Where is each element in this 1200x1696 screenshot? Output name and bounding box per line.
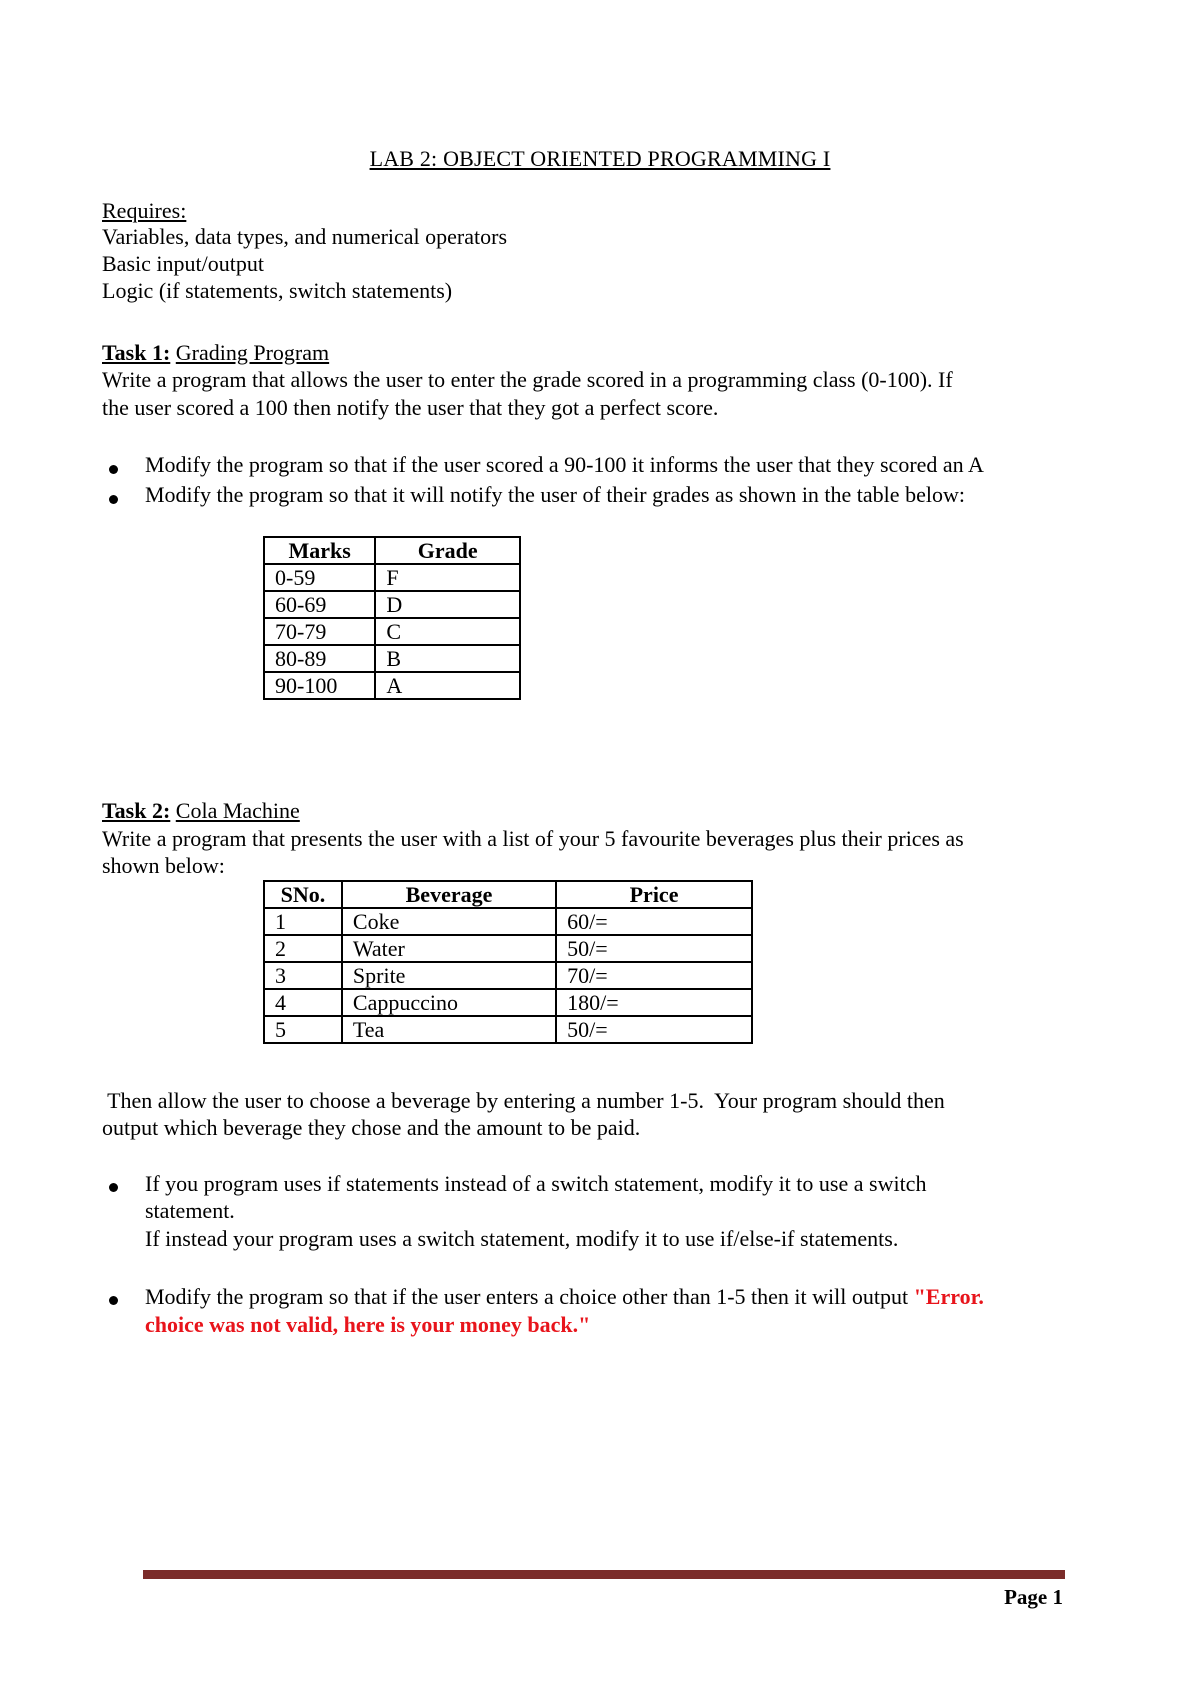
table-cell: 0-59 xyxy=(264,564,375,591)
table-cell: 1 xyxy=(264,908,342,935)
bullet-icon xyxy=(109,495,118,504)
table-cell: 70-79 xyxy=(264,618,375,645)
table-cell: C xyxy=(375,618,520,645)
task2-label: Task 2: xyxy=(102,798,171,823)
beverage-table xyxy=(263,880,753,1044)
table-header-cell: Marks xyxy=(264,537,375,564)
table-row xyxy=(264,908,752,935)
task1-bullet: Modify the program so that if the user scored a 90-100 it informs the user that they scored an A xyxy=(145,452,984,477)
error-message: choice was not valid, here is your money back." xyxy=(145,1312,591,1337)
table-cell: Tea xyxy=(342,1016,556,1043)
task1-name: Grading Program xyxy=(175,340,330,365)
task1-desc: the user scored a 100 then notify the user that they got a perfect score. xyxy=(102,395,719,420)
table-header-cell: SNo. xyxy=(264,881,342,908)
task1-label: Task 1: xyxy=(102,340,171,365)
table-row xyxy=(264,989,752,1016)
task1-bullet: Modify the program so that it will notify the user of their grades as shown in the table below: xyxy=(145,482,965,507)
table-cell: 5 xyxy=(264,1016,342,1043)
table-row xyxy=(264,591,520,618)
page-title: LAB 2: OBJECT ORIENTED PROGRAMMING I xyxy=(369,146,831,171)
table-row xyxy=(264,564,520,591)
requires-item: Variables, data types, and numerical operators xyxy=(102,224,508,249)
task2-after-text: Then allow the user to choose a beverage by entering a number 1-5. Your program should then xyxy=(102,1088,945,1113)
footer-bar xyxy=(143,1570,1065,1579)
table-header-row xyxy=(264,881,752,908)
table-cell: 70/= xyxy=(556,962,752,989)
table-row xyxy=(264,935,752,962)
table-cell: A xyxy=(375,672,520,699)
task2-bullet: If you program uses if statements instead of a switch statement, modify it to use a switch xyxy=(145,1171,927,1196)
table-header-cell: Grade xyxy=(375,537,520,564)
task2-desc: shown below: xyxy=(102,853,225,878)
task1-desc: Write a program that allows the user to enter the grade scored in a programming class (0-100). If xyxy=(102,367,953,392)
error-message: "Error. xyxy=(913,1284,984,1309)
table-cell: 50/= xyxy=(556,1016,752,1043)
task2-desc: Write a program that presents the user with a list of your 5 favourite beverages plus their prices as xyxy=(102,826,964,851)
table-cell: 90-100 xyxy=(264,672,375,699)
table-cell: 60-69 xyxy=(264,591,375,618)
task2-after-text: output which beverage they chose and the amount to be paid. xyxy=(102,1115,641,1140)
task2-name: Cola Machine xyxy=(175,798,300,823)
table-cell: Cappuccino xyxy=(342,989,556,1016)
table-cell: 2 xyxy=(264,935,342,962)
page-number: Page 1 xyxy=(1004,1585,1063,1609)
grade-table xyxy=(263,536,521,700)
bullet-icon xyxy=(109,1183,118,1192)
table-header-row xyxy=(264,537,520,564)
bullet-text: Modify the program so that if the user enters a choice other than 1-5 then it will output xyxy=(145,1284,914,1309)
table-header-cell: Price xyxy=(556,881,752,908)
table-cell: 50/= xyxy=(556,935,752,962)
table-row xyxy=(264,672,520,699)
table-cell: D xyxy=(375,591,520,618)
table-cell: Sprite xyxy=(342,962,556,989)
table-cell: Coke xyxy=(342,908,556,935)
task2-bullet: statement. xyxy=(145,1198,235,1223)
table-row xyxy=(264,962,752,989)
task2-bullet: If instead your program uses a switch statement, modify it to use if/else-if statements. xyxy=(145,1226,899,1251)
table-cell: 180/= xyxy=(556,989,752,1016)
table-header-cell: Beverage xyxy=(342,881,556,908)
task2-heading xyxy=(102,797,300,825)
requires-heading: Requires: xyxy=(102,198,187,223)
task2-bullet-error xyxy=(145,1283,984,1311)
table-row xyxy=(264,618,520,645)
table-row xyxy=(264,1016,752,1043)
table-cell: 3 xyxy=(264,962,342,989)
table-cell: Water xyxy=(342,935,556,962)
table-cell: B xyxy=(375,645,520,672)
table-cell: 60/= xyxy=(556,908,752,935)
table-cell: 80-89 xyxy=(264,645,375,672)
table-cell: 4 xyxy=(264,989,342,1016)
bullet-icon xyxy=(109,1296,118,1305)
requires-item: Logic (if statements, switch statements) xyxy=(102,278,453,303)
task1-heading xyxy=(102,339,329,367)
table-row xyxy=(264,645,520,672)
table-cell: F xyxy=(375,564,520,591)
bullet-icon xyxy=(109,465,118,474)
requires-item: Basic input/output xyxy=(102,251,264,276)
